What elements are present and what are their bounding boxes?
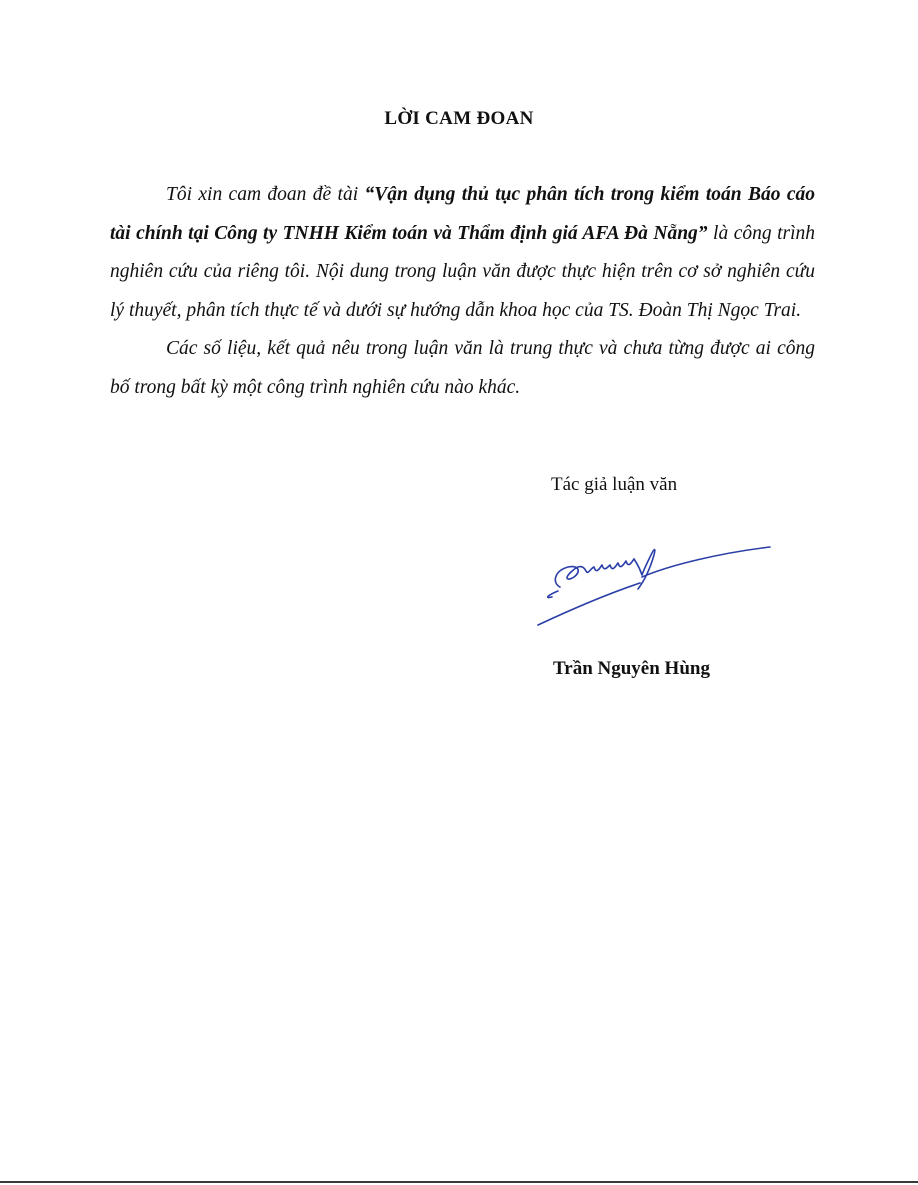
declaration-paragraph-1 bbox=[110, 176, 815, 330]
author-label: Tác giả luận văn bbox=[551, 474, 678, 495]
declaration-body bbox=[110, 176, 815, 407]
declaration-paragraph-2: Các số liệu, kết quả nêu trong luận văn là trung thực và chưa từng được ai công bố trong bất kỳ một công trình nghiên cứu nào khác. bbox=[110, 338, 815, 398]
page-bottom-border bbox=[0, 1181, 918, 1183]
paragraph-intro: Tôi xin cam đoan đề tài bbox=[166, 184, 365, 205]
author-name: Trần Nguyên Hùng bbox=[553, 658, 710, 679]
thesis-title: “Vận dụng thủ tục phân tích trong kiểm toán Báo cáo tài chính tại Công ty TNHH Kiểm toán và Thẩm định giá AFA Đà Nẵng” bbox=[110, 184, 815, 244]
paragraph-rest: là công trình nghiên cứu của riêng tôi. Nội dung trong luận văn được thực hiện trên cơ sở nghiên cứu lý thuyết, phân tích thực tế và dưới sự hướng dẫn khoa học của TS. Đoàn Thị Ngọc Trai. bbox=[110, 222, 815, 321]
signature-image bbox=[530, 525, 780, 635]
page-title: LỜI CAM ĐOAN bbox=[384, 108, 534, 129]
